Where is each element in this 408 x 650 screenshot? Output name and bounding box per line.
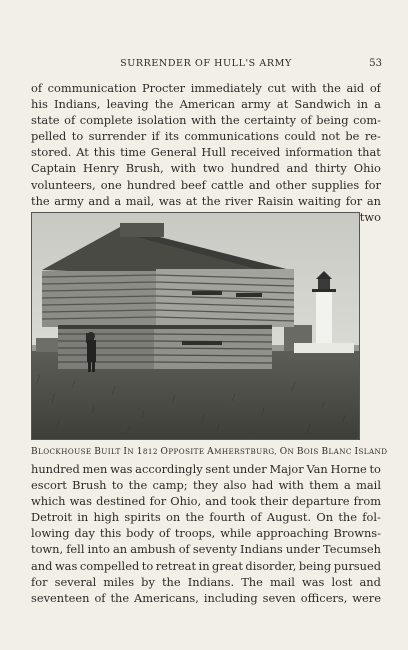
text-line: and was compelled to retreat in great disorder, being pursued <box>31 558 381 573</box>
text-line: the army and a mail, was at the river Raisin waiting for an <box>31 193 381 208</box>
text-line: town, fell into an ambush of seventy Indians under Tecumseh <box>31 542 381 557</box>
text-line: escort Brush to the camp; they also had with them a mail <box>31 478 381 493</box>
text-line: Detroit in high spirits on the fourth of August. On the fol- <box>31 510 381 525</box>
text-line: his Indians, leaving the American army at Sandwich in a <box>31 97 381 112</box>
text-line: two <box>359 209 381 224</box>
text-line: which was destined for Ohio, and took their departure from <box>31 494 381 509</box>
text-line: seventeen of the Americans, including seven officers, were <box>31 590 381 605</box>
text-line: for several miles by the Indians. The mail was lost and <box>31 574 381 589</box>
paragraph-bottom <box>31 461 381 606</box>
text-line: volunteers, one hundred beef cattle and other supplies for <box>31 177 381 192</box>
blockhouse-photo-image <box>32 213 359 439</box>
blockhouse-photograph <box>31 212 360 440</box>
page-header <box>30 58 382 72</box>
text-line: stored. At this time General Hull received information that <box>31 145 381 160</box>
text-line: state of complete isolation with the certainty of being com- <box>31 113 381 128</box>
paragraph-top <box>31 80 381 225</box>
text-line: lowing day this body of troops, while approaching Browns- <box>31 526 381 541</box>
text-line: of communication Procter immediately cut with the aid of <box>31 81 381 95</box>
text-line: hundred men was accordingly sent under Major Van Horne to <box>31 462 381 476</box>
text-line: pelled to surrender if its communications could not be re- <box>31 129 381 144</box>
figure-caption: BLOCKHOUSE BUILT IN 1812 OPPOSITE AMHERSTBURG, ON BOIS BLANC ISLAND <box>31 447 388 457</box>
text-line: Captain Henry Brush, with two hundred and thirty Ohio <box>31 161 381 176</box>
running-title: SURRENDER OF HULL'S ARMY <box>120 58 292 69</box>
page-number: 53 <box>369 58 382 69</box>
